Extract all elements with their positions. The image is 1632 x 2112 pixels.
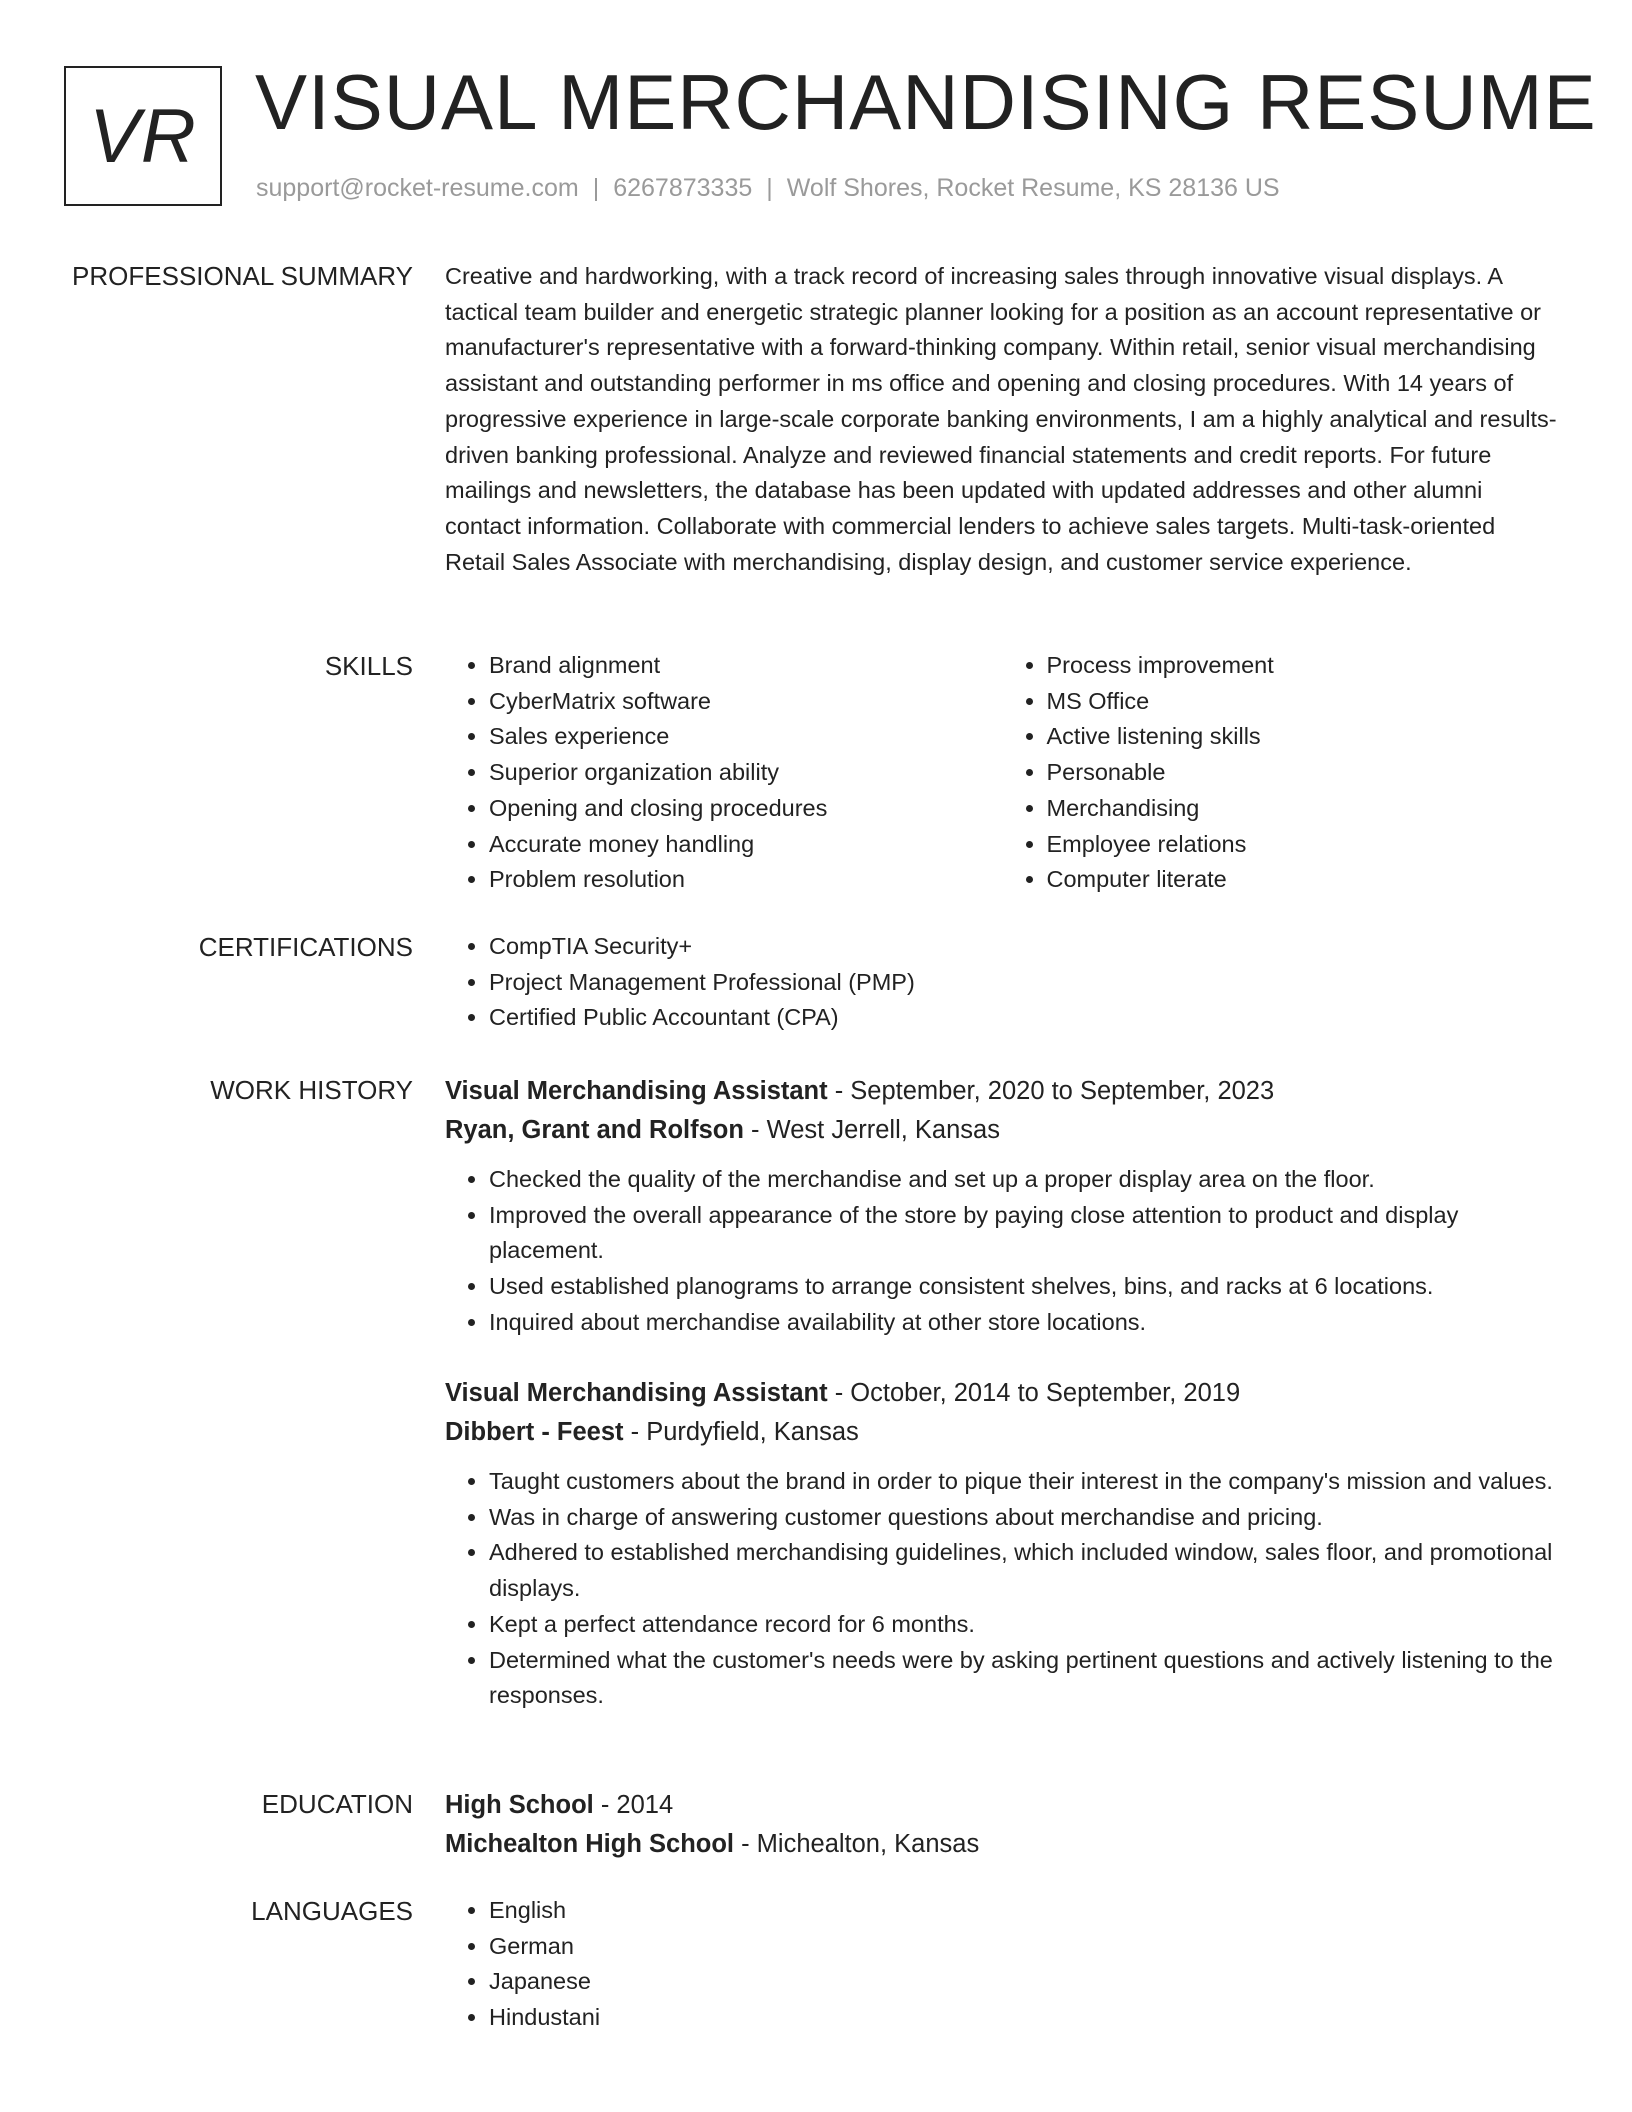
skill-item: • Computer literate [1047, 862, 1561, 898]
job-bullets [445, 1464, 1560, 1714]
contact-address: Wolf Shores, Rocket Resume, KS 28136 US [786, 174, 1280, 202]
job-title-line [445, 1374, 1560, 1413]
job-bullet: • Inquired about merchandise availability at other store locations. [489, 1305, 1560, 1341]
certification-item: • Certified Public Accountant (CPA) [489, 1000, 1560, 1036]
skills-list-right [1003, 648, 1561, 898]
education-degree: High School [445, 1791, 594, 1819]
skill-item: • Sales experience [489, 719, 1003, 755]
job-bullet: • Taught customers about the brand in order to pique their interest in the company's mission and values. [489, 1464, 1560, 1500]
language-item: • Japanese [489, 1964, 1560, 2000]
language-item: • Hindustani [489, 2000, 1560, 2036]
job-dates: - October, 2014 to September, 2019 [827, 1379, 1241, 1407]
skill-item: • Problem resolution [489, 862, 1003, 898]
job-bullet: • Checked the quality of the merchandise and set up a proper display area on the floor. [489, 1162, 1560, 1198]
job-bullets [445, 1162, 1560, 1341]
resume-title: VISUAL MERCHANDISING RESUME [255, 58, 1597, 146]
summary-label: PROFESSIONAL SUMMARY [72, 261, 413, 291]
monogram-logo [64, 66, 222, 206]
job-location: - Purdyfield, Kansas [623, 1418, 859, 1446]
skill-item: • Employee relations [1047, 827, 1561, 863]
contact-line [256, 174, 1280, 203]
language-item: • German [489, 1929, 1560, 1965]
skills-list-left [445, 648, 1003, 898]
skill-item: • Accurate money handling [489, 827, 1003, 863]
certification-item: • CompTIA Security+ [489, 929, 1560, 965]
job-dates: - September, 2020 to September, 2023 [827, 1077, 1275, 1105]
skill-item: • CyberMatrix software [489, 684, 1003, 720]
certifications-label: CERTIFICATIONS [198, 932, 413, 962]
certifications-list [445, 929, 1560, 1036]
contact-separator: | [766, 174, 773, 202]
job-bullet: • Adhered to established merchandising guidelines, which included window, sales floor, and promotional displays. [489, 1535, 1560, 1606]
certifications-body [445, 929, 1560, 1036]
education-year: - 2014 [593, 1791, 674, 1819]
job-company-line [445, 1111, 1560, 1150]
job-bullet: • Kept a perfect attendance record for 6 months. [489, 1607, 1560, 1643]
skill-item: • MS Office [1047, 684, 1561, 720]
education-school-line [445, 1825, 1560, 1864]
job-bullet: • Improved the overall appearance of the store by paying close attention to product and display placement. [489, 1198, 1560, 1269]
education-degree-line [445, 1786, 1560, 1825]
certification-item: • Project Management Professional (PMP) [489, 965, 1560, 1001]
job-entry [445, 1374, 1560, 1714]
job-company-line [445, 1413, 1560, 1452]
skill-item: • Brand alignment [489, 648, 1003, 684]
contact-separator: | [592, 174, 600, 202]
work-history-label: WORK HISTORY [210, 1075, 413, 1105]
languages-list [445, 1893, 1560, 2036]
education-body [445, 1786, 1560, 1864]
languages-label: LANGUAGES [251, 1896, 413, 1926]
job-bullet: • Was in charge of answering customer questions about merchandise and pricing. [489, 1500, 1560, 1536]
education-location: - Michealton, Kansas [734, 1830, 980, 1858]
summary-body [445, 259, 1560, 580]
skills-label: SKILLS [324, 651, 413, 681]
skill-item: • Superior organization ability [489, 755, 1003, 791]
job-title: Visual Merchandising Assistant [445, 1077, 828, 1105]
skill-item: • Active listening skills [1047, 719, 1561, 755]
language-item: • English [489, 1893, 1560, 1929]
job-company: Dibbert - Feest [445, 1418, 624, 1446]
job-title: Visual Merchandising Assistant [445, 1379, 828, 1407]
education-school: Michealton High School [445, 1830, 735, 1858]
summary-text: Creative and hardworking, with a track record of increasing sales through innovative visual displays. A tactical team builder and energetic strategic planner looking for a position as an account representative or manufacturer's representative with a forward-thinking company. Within retail, senior visual merchandising assistant and outstanding performer in ms office and opening and closing procedures. With 14 years of progressive experience in large-scale corporate banking environments, I am a highly analytical and results-driven banking professional. Analyze and reviewed financial statements and credit reports. For future mailings and newsletters, the database has been updated with updated addresses and other alumni contact information. Collaborate with commercial lenders to achieve sales targets. Multi-task-oriented Retail Sales Associate with merchandising, display design, and customer service experience. [445, 263, 1557, 575]
job-bullet: • Determined what the customer's needs were by asking pertinent questions and actively listening to the responses. [489, 1643, 1560, 1714]
skill-item: • Merchandising [1047, 791, 1561, 827]
job-company: Ryan, Grant and Rolfson [445, 1116, 744, 1144]
contact-email[interactable]: support@rocket-resume.com [256, 174, 579, 202]
job-entry [445, 1072, 1560, 1341]
contact-phone[interactable]: 6267873335 [613, 174, 753, 202]
skill-item: • Process improvement [1047, 648, 1561, 684]
job-location: - West Jerrell, Kansas [743, 1116, 1000, 1144]
job-bullet: • Used established planograms to arrange consistent shelves, bins, and racks at 6 locations. [489, 1269, 1560, 1305]
education-label: EDUCATION [261, 1789, 413, 1819]
skills-body [445, 648, 1560, 898]
languages-body [445, 1893, 1560, 2036]
monogram-text: VR [89, 93, 197, 179]
job-title-line [445, 1072, 1560, 1111]
skill-item: • Personable [1047, 755, 1561, 791]
skill-item: • Opening and closing procedures [489, 791, 1003, 827]
